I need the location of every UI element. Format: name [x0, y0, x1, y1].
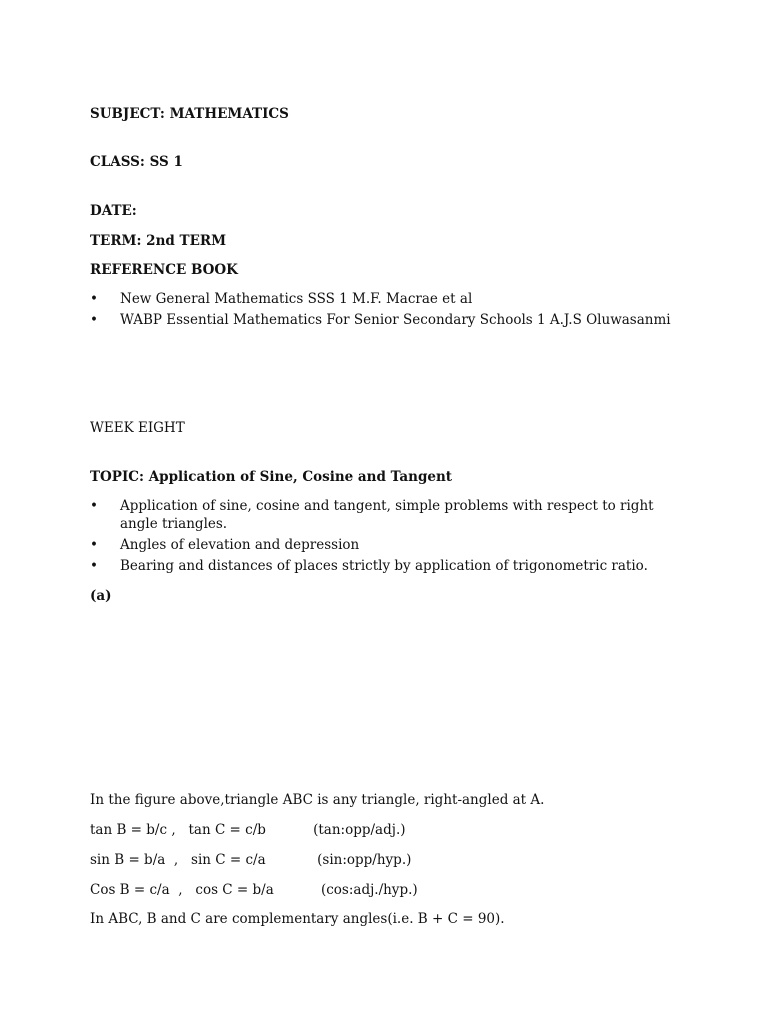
class-line: CLASS: SS 1 [90, 154, 183, 170]
list-item [90, 497, 680, 533]
bullet-icon: • [90, 498, 98, 514]
intro-text: In the figure above,triangle ABC is any triangle, right-angled at A. [90, 792, 545, 808]
reference-list [90, 290, 680, 329]
part-label: (a) [90, 588, 112, 604]
sin-formula: sin B = b/a , sin C = c/a (sin:opp/hyp.) [90, 852, 412, 868]
cos-formula: Cos B = c/a , cos C = b/a (cos:adj./hyp.) [90, 882, 418, 898]
topic-heading: TOPIC: Application of Sine, Cosine and Tangent [90, 469, 453, 485]
list-item [90, 536, 680, 554]
objective-text: Angles of elevation and depression [120, 537, 360, 553]
week-line: WEEK EIGHT [90, 420, 185, 436]
objective-text: Bearing and distances of places strictly by application of trigonometric ratio. [120, 558, 648, 574]
bullet-icon: • [90, 537, 98, 553]
bullet-icon: • [90, 312, 98, 328]
objective-text: Application of sine, cosine and tangent, simple problems with respect to right angle triangles. [120, 498, 654, 532]
complementary-text: In ABC, B and C are complementary angles(i.e. B + C = 90). [90, 911, 505, 927]
bullet-icon: • [90, 291, 98, 307]
list-item [90, 290, 680, 308]
term-line: TERM: 2nd TERM [90, 233, 227, 249]
subject-line: SUBJECT: MATHEMATICS [90, 106, 289, 122]
list-item [90, 311, 680, 329]
objectives-list [90, 497, 680, 575]
reference-text: WABP Essential Mathematics For Senior Secondary Schools 1 A.J.S Oluwasanmi [120, 312, 671, 328]
bullet-icon: • [90, 558, 98, 574]
tan-formula: tan B = b/c , tan C = c/b (tan:opp/adj.) [90, 822, 406, 838]
list-item [90, 557, 680, 575]
reference-text: New General Mathematics SSS 1 M.F. Macrae et al [120, 291, 473, 307]
date-line: DATE: [90, 203, 137, 219]
reference-heading: REFERENCE BOOK [90, 262, 238, 278]
